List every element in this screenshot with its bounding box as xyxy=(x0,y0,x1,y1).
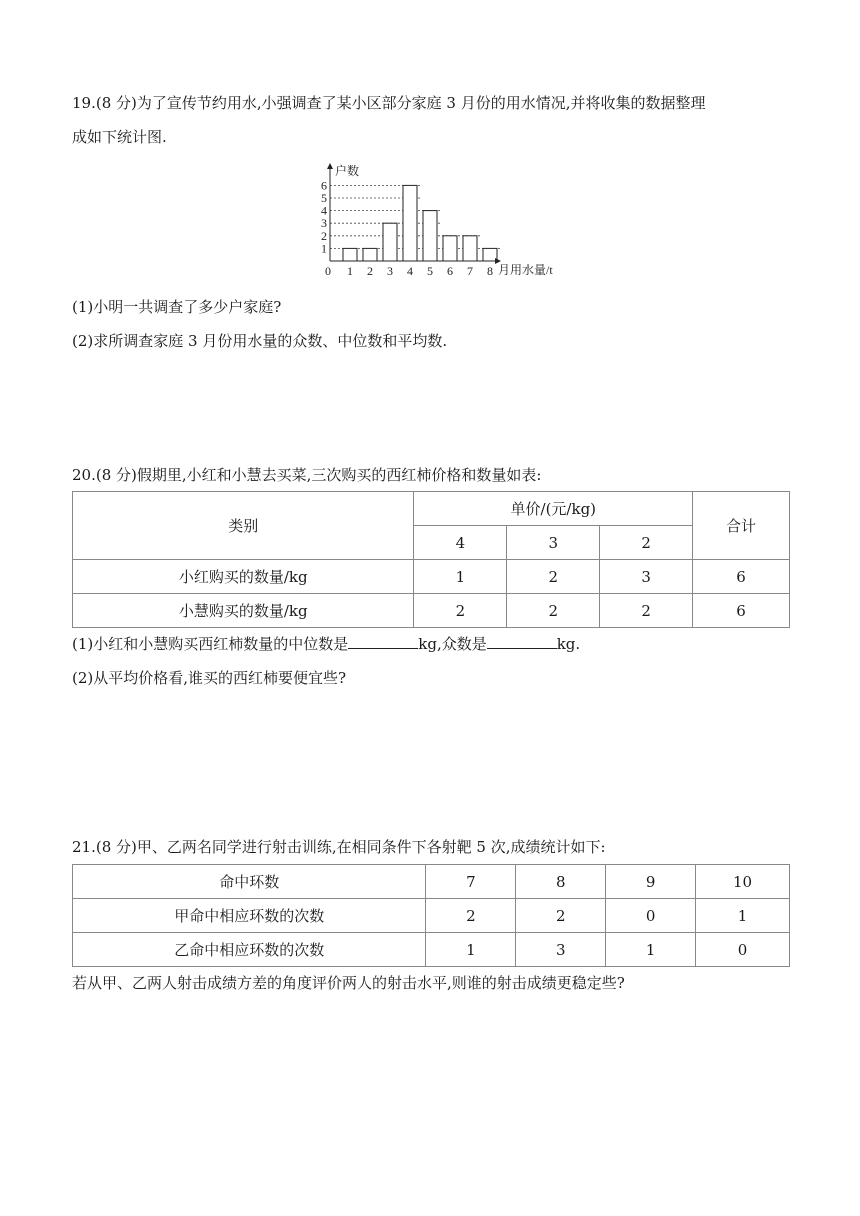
table-row xyxy=(73,594,790,628)
q20-sub-1-text-b: kg,众数是 xyxy=(418,635,487,653)
table-cell: 1 xyxy=(696,899,790,933)
y-tick-label: 5 xyxy=(321,191,327,205)
table-cell: 6 xyxy=(693,560,790,594)
bar-8 xyxy=(483,248,497,261)
table-cell: 2 xyxy=(600,594,693,628)
y-tick-label: 3 xyxy=(321,216,327,231)
price-quantity-table xyxy=(72,491,790,628)
table-cell: 2 xyxy=(507,560,600,594)
q20-sub-1-text-c: kg. xyxy=(556,635,581,653)
table-cell: 9 xyxy=(606,865,696,899)
table-cell: 1 xyxy=(426,933,516,967)
q21-question-block xyxy=(72,966,792,1000)
question-20 xyxy=(72,458,792,492)
q20-sub-1-text-a: (1)小红和小慧购买西红柿数量的中位数是 xyxy=(72,635,349,653)
bar-3 xyxy=(383,223,397,261)
q19-line-2: 成如下统计图. xyxy=(72,128,167,146)
q20-sub-2: (2)从平均价格看,谁买的西红柿要便宜些? xyxy=(72,669,347,687)
table-row xyxy=(73,933,790,967)
table-row xyxy=(73,492,790,526)
answer-blank-median[interactable] xyxy=(348,632,418,649)
x-tick-label: 4 xyxy=(407,264,413,278)
q21-intro: 21.(8 分)甲、乙两名同学进行射击训练,在相同条件下各射靶 5 次,成绩统计如下: xyxy=(72,838,606,856)
answer-blank-mode[interactable] xyxy=(487,632,557,649)
q19-subquestions xyxy=(72,290,792,358)
q20-subquestions xyxy=(72,627,792,695)
x-tick-labels xyxy=(325,264,493,278)
x-tick-label: 2 xyxy=(367,264,373,278)
x-tick-label: 7 xyxy=(467,264,473,278)
q19-sub-2: (2)求所调查家庭 3 月份用水量的众数、中位数和平均数. xyxy=(72,332,448,350)
table-row xyxy=(73,865,790,899)
table-cell: 6 xyxy=(693,594,790,628)
header-category: 类别 xyxy=(73,492,414,560)
price-cell: 4 xyxy=(414,526,507,560)
q19-line-1: 19.(8 分)为了宣传节约用水,小强调查了某小区部分家庭 3 月份的用水情况,并将收集的数据整理 xyxy=(72,94,706,112)
q20-sub-1 xyxy=(72,627,792,661)
table-cell: 7 xyxy=(426,865,516,899)
x-tick-label: 3 xyxy=(387,264,393,278)
q21-question: 若从甲、乙两人射击成绩方差的角度评价两人的射击水平,则谁的射击成绩更稳定些? xyxy=(72,974,625,992)
header-total: 合计 xyxy=(693,492,790,560)
table-cell: 2 xyxy=(516,899,606,933)
question-19 xyxy=(72,86,792,154)
bar-4 xyxy=(403,185,417,261)
header-unit-price: 单价/(元/kg) xyxy=(414,492,693,526)
row-label: 小慧购买的数量/kg xyxy=(73,594,414,628)
price-cell: 3 xyxy=(507,526,600,560)
row-label: 命中环数 xyxy=(73,865,426,899)
bar-5 xyxy=(423,211,437,261)
row-label: 乙命中相应环数的次数 xyxy=(73,933,426,967)
y-tick-labels xyxy=(321,178,327,255)
y-tick-label: 2 xyxy=(321,228,327,243)
bar-1 xyxy=(343,248,357,261)
bar-6 xyxy=(443,236,457,261)
table-cell: 2 xyxy=(414,594,507,628)
price-cell: 2 xyxy=(600,526,693,560)
y-tick-label: 4 xyxy=(321,203,327,218)
table-cell: 10 xyxy=(696,865,790,899)
table-cell: 1 xyxy=(606,933,696,967)
table-row xyxy=(73,899,790,933)
table-cell: 0 xyxy=(696,933,790,967)
x-tick-label: 8 xyxy=(487,264,493,278)
question-21 xyxy=(72,830,792,864)
x-tick-label: 6 xyxy=(447,264,453,278)
row-label: 甲命中相应环数的次数 xyxy=(73,899,426,933)
table-cell: 1 xyxy=(414,560,507,594)
table-row xyxy=(73,560,790,594)
table-cell: 2 xyxy=(507,594,600,628)
q20-intro: 20.(8 分)假期里,小红和小慧去买菜,三次购买的西红柿价格和数量如表: xyxy=(72,466,542,484)
table-cell: 8 xyxy=(516,865,606,899)
shooting-score-table xyxy=(72,864,790,967)
table-cell: 0 xyxy=(606,899,696,933)
water-usage-bar-chart xyxy=(310,160,570,282)
y-tick-label: 6 xyxy=(321,178,327,193)
y-tick-label: 1 xyxy=(321,241,327,256)
table-cell: 3 xyxy=(600,560,693,594)
x-tick-label: 5 xyxy=(427,264,433,278)
bar-7 xyxy=(463,236,477,261)
row-label: 小红购买的数量/kg xyxy=(73,560,414,594)
x-axis-label: 月用水量/t xyxy=(498,263,553,277)
x-tick-label: 0 xyxy=(325,264,331,278)
y-axis-label: 户数 xyxy=(335,164,360,178)
bar-2 xyxy=(363,248,377,261)
table-cell: 3 xyxy=(516,933,606,967)
x-tick-label: 1 xyxy=(347,264,353,278)
q19-sub-1: (1)小明一共调查了多少户家庭? xyxy=(72,298,282,316)
table-cell: 2 xyxy=(426,899,516,933)
